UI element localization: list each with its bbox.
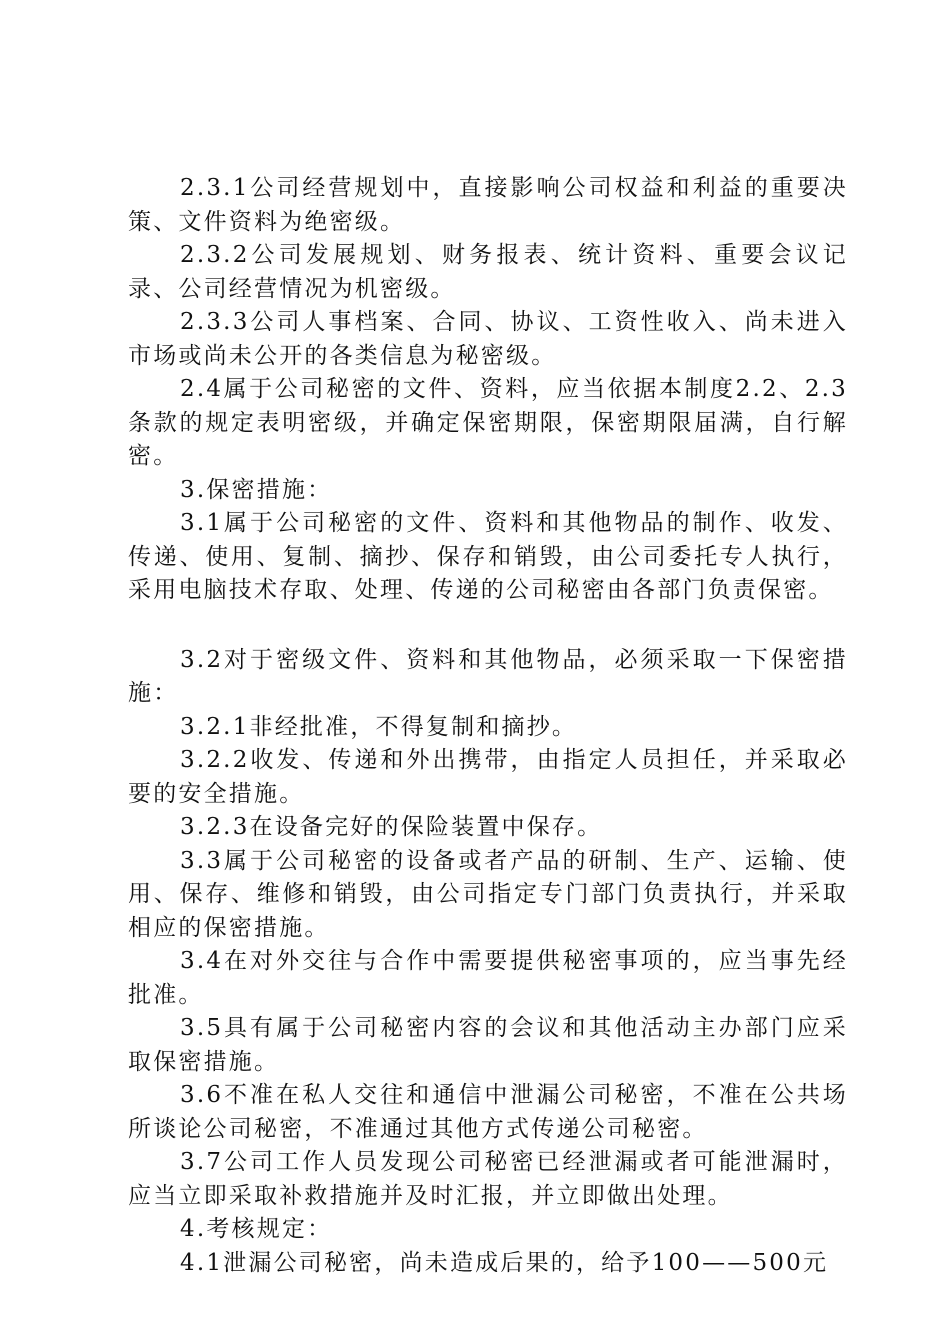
- paragraph-3-2-2: 3.2.2收发、传递和外出携带，由指定人员担任，并采取必要的安全措施。: [128, 747, 848, 807]
- paragraph-3-3: 3.3属于公司秘密的设备或者产品的研制、生产、运输、使用、保存、维修和销毁，由公司指定专门部门负责执行，并采取相应的保密措施。: [128, 847, 848, 941]
- paragraph-gap: [128, 608, 848, 644]
- paragraph-2-3-2: 2.3.2公司发展规划、财务报表、统计资料、重要会议记录、公司经营情况为机密级。: [128, 242, 848, 302]
- paragraph-3-7: 3.7公司工作人员发现公司秘密已经泄漏或者可能泄漏时，应当立即采取补救措施并及时汇报，并立即做出处理。: [128, 1149, 848, 1209]
- paragraph-3-4: 3.4在对外交往与合作中需要提供秘密事项的，应当事先经批准。: [128, 948, 848, 1008]
- paragraph-2-3-1: 2.3.1公司经营规划中，直接影响公司权益和利益的重要决策、文件资料为绝密级。: [128, 175, 848, 235]
- paragraph-3-1: 3.1属于公司秘密的文件、资料和其他物品的制作、收发、传递、使用、复制、摘抄、保存和销毁，由公司委托专人执行，采用电脑技术存取、处理、传递的公司秘密由各部门负责保密。: [128, 510, 848, 603]
- paragraph-3-2-3: 3.2.3在设备完好的保险装置中保存。: [180, 814, 603, 840]
- section-heading-4: 4.考核规定：: [180, 1216, 333, 1242]
- document-body: [128, 172, 848, 1280]
- section-heading-3: 3.保密措施：: [180, 476, 333, 503]
- paragraph-3-2-1: 3.2.1非经批准，不得复制和摘抄。: [180, 713, 578, 740]
- paragraph-2-3-3: 2.3.3公司人事档案、合同、协议、工资性收入、尚未进入市场或尚未公开的各类信息为秘密级。: [128, 309, 848, 369]
- paragraph-3-2: 3.2对于密级文件、资料和其他物品，必须采取一下保密措施：: [128, 646, 848, 706]
- paragraph-2-4: 2.4属于公司秘密的文件、资料，应当依据本制度2.2、2.3条款的规定表明密级，并确定保密期限，保密期限届满，自行解密。: [128, 376, 848, 469]
- paragraph-3-5: 3.5具有属于公司秘密内容的会议和其他活动主办部门应采取保密措施。: [128, 1015, 848, 1075]
- paragraph-3-6: 3.6不准在私人交往和通信中泄漏公司秘密，不准在公共场所谈论公司秘密，不准通过其他方式传递公司秘密。: [128, 1082, 848, 1142]
- paragraph-4-1: 4.1泄漏公司秘密，尚未造成后果的，给予100——500元: [180, 1249, 829, 1276]
